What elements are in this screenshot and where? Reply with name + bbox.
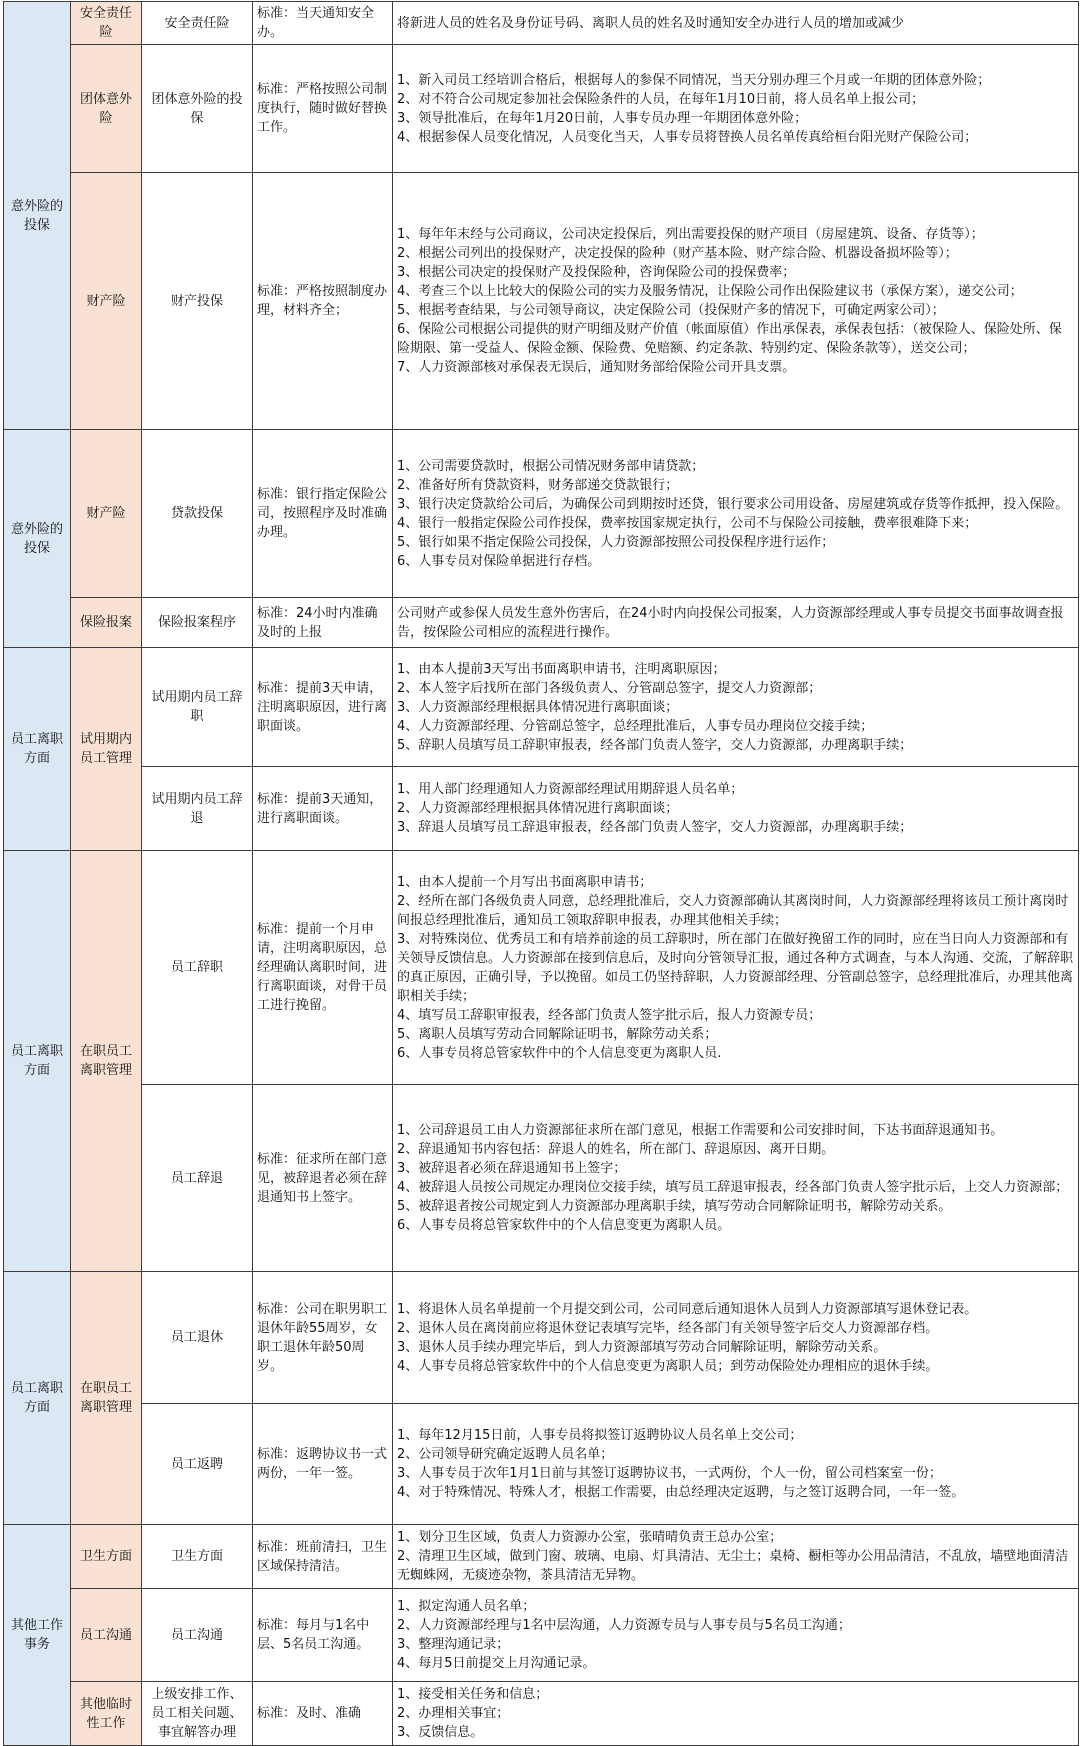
standard-cell: 标准：银行指定保险公司，按照程序及时准确办理。 bbox=[253, 430, 393, 598]
item-cell: 保险报案程序 bbox=[142, 598, 253, 648]
step-line: 1、公司辞退员工由人力资源部征求所在部门意见，根据工作需要和公司安排时间，下达书面辞退通知书。 bbox=[397, 1123, 1004, 1138]
step-line: 2、退休人员在离岗前应将退休登记表填写完毕，经各部门有关领导签字后交人力资源部存档。 bbox=[397, 1320, 939, 1336]
item-cell: 员工辞退 bbox=[142, 1085, 253, 1272]
step-line: 4、人事专员将总管家软件中的个人信息变更为离职人员；到劳动保险处办理相应的退休手续。 bbox=[397, 1358, 939, 1374]
steps-cell bbox=[393, 1525, 1079, 1589]
step-line: 3、整理沟通记录； bbox=[397, 1637, 510, 1652]
table-row bbox=[4, 173, 1079, 430]
table-row bbox=[4, 2, 1079, 45]
standard-cell: 标准：公司在职男职工退休年龄55周岁，女职工退休年龄50周岁。 bbox=[253, 1272, 393, 1404]
step-line: 1、由本人提前3天写出书面离职申请书，注明离职原因； bbox=[397, 661, 726, 677]
table-row bbox=[4, 1272, 1079, 1404]
step-line: 4、根据参保人员变化情况，人员变化当天，人事专员将替换人员名单传真给桓台阳光财产保险公司； bbox=[397, 129, 978, 145]
subcategory-cell: 员工沟通 bbox=[71, 1589, 142, 1682]
steps-cell bbox=[393, 648, 1079, 767]
item-cell: 员工沟通 bbox=[142, 1589, 253, 1682]
step-line: 6、保险公司根据公司提供的财产明细及财产价值（帐面原值）作出承保表，承保表包括：（被保险人、保险处所、保险期限、第一受益人、保险金额、保险费、免赔额、约定条款、特别约定、保险条款等），送交公司； bbox=[397, 322, 1062, 356]
category-cell-resignation: 员工离职方面 bbox=[4, 851, 71, 1272]
standard-cell: 标准：征求所在部门意见，被辞退者必须在辞退通知书上签字。 bbox=[253, 1085, 393, 1272]
step-line: 公司财产或参保人员发生意外伤害后，在24小时内向投保公司报案，人力资源部经理或人事专员提交书面事故调查报告，按保险公司相应的流程进行操作。 bbox=[397, 605, 1064, 640]
item-cell: 团体意外险的投保 bbox=[142, 45, 253, 173]
steps-cell bbox=[393, 1589, 1079, 1682]
step-line: 4、被辞退人员按公司规定办理岗位交接手续，填写员工辞退审报表，经各部门负责人签字批示后，上交人力资源部； bbox=[397, 1180, 1069, 1195]
standard-cell: 标准：每月与1名中层、5名员工沟通。 bbox=[253, 1589, 393, 1682]
step-line: 1、公司需要贷款时，根据公司情况财务部申请贷款； bbox=[397, 458, 705, 474]
table-row bbox=[4, 1085, 1079, 1272]
item-cell: 员工辞职 bbox=[142, 851, 253, 1085]
step-line: 2、辞退通知书内容包括：辞退人的姓名，所在部门、辞退原因、离开日期。 bbox=[397, 1142, 835, 1157]
step-line: 1、划分卫生区域，负责人力资源办公室，张晴晴负责王总办公室； bbox=[397, 1530, 783, 1545]
category-cell-insurance: 意外险的投保 bbox=[4, 430, 71, 648]
item-cell: 试用期内员工辞退 bbox=[142, 767, 253, 851]
step-line: 1、新入司员工经培训合格后，根据每人的参保不同情况，当天分别办理三个月或一年期的团体意外险； bbox=[397, 72, 991, 88]
step-line: 1、每年12月15日前，人事专员将拟签订返聘协议人员名单上交公司； bbox=[397, 1428, 803, 1443]
step-line: 5、根据考查结果，与公司领导商议，决定保险公司（投保财产多的情况下，可确定两家公司）； bbox=[397, 303, 945, 318]
table-row bbox=[4, 1682, 1079, 1746]
step-line: 2、经所在部门各级负责人同意，总经理批准后，交人力资源部确认其离岗时间，人力资源部经理将该员工预计离岗时间报总经理批准后，通知员工领取辞职申报表，办理其他相关手续； bbox=[397, 893, 1069, 928]
subcategory-cell: 卫生方面 bbox=[71, 1525, 142, 1589]
step-line: 5、辞职人员填写员工辞职审报表，经各部门负责人签字，交人力资源部，办理离职手续； bbox=[397, 737, 913, 753]
category-cell-insurance: 意外险的投保 bbox=[4, 2, 71, 430]
item-cell: 安全责任险 bbox=[142, 2, 253, 45]
step-line: 2、根据公司列出的投保财产，决定投保的险种（财产基本险、财产综合险、机器设备损坏险等）； bbox=[397, 246, 958, 261]
steps-cell bbox=[393, 1272, 1079, 1404]
standard-cell: 标准：返聘协议书一式两份，一年一签。 bbox=[253, 1404, 393, 1525]
steps-cell bbox=[393, 598, 1079, 648]
standard-cell: 标准：提前一个月申请，注明离职原因，总经理确认离职时间，进行离职面谈，对骨干员工进行挽留。 bbox=[253, 851, 393, 1085]
step-line: 1、每年年末经与公司商议，公司决定投保后，列出需要投保的财产项目（房屋建筑、设备、存货等）； bbox=[397, 227, 984, 242]
step-line: 6、人事专员将总管家软件中的个人信息变更为离职人员。 bbox=[397, 1218, 731, 1233]
table-row bbox=[4, 851, 1079, 1085]
item-cell: 试用期内员工辞职 bbox=[142, 648, 253, 767]
step-line: 3、银行决定贷款给公司后，为确保公司到期按时还贷，银行要求公司用设备、房屋建筑或存货等作抵押，投入保险。 bbox=[397, 496, 1069, 512]
step-line: 1、将退休人员名单提前一个月提交到公司，公司同意后通知退休人员到人力资源部填写退休登记表。 bbox=[397, 1301, 978, 1317]
subcategory-cell: 财产险 bbox=[71, 430, 142, 598]
step-line: 7、人力资源部核对承保表无误后，通知财务部给保险公司开具支票。 bbox=[397, 360, 796, 375]
hr-work-table bbox=[3, 1, 1079, 1746]
step-line: 1、用人部门经理通知人力资源部经理试用期辞退人员名单； bbox=[397, 782, 744, 797]
step-line: 6、人事专员对保险单据进行存档。 bbox=[397, 553, 601, 569]
standard-cell: 标准：提前3天通知，进行离职面谈。 bbox=[253, 767, 393, 851]
step-line: 1、由本人提前一个月写出书面离职申请书； bbox=[397, 874, 653, 890]
table-row bbox=[4, 1404, 1079, 1525]
step-line: 3、被辞退者必须在辞退通知书上签字； bbox=[397, 1161, 627, 1176]
step-line: 3、根据公司决定的投保财产及投保险种，咨询保险公司的投保费率； bbox=[397, 265, 796, 280]
step-line: 2、人力资源部经理根据具体情况进行离职面谈； bbox=[397, 801, 679, 816]
item-cell: 员工退休 bbox=[142, 1272, 253, 1404]
steps-cell bbox=[393, 1682, 1079, 1746]
step-line: 3、人事专员于次年1月1日前与其签订返聘协议书，一式两份，个人一份，留公司档案室一份； bbox=[397, 1466, 942, 1481]
step-line: 6、人事专员将总管家软件中的个人信息变更为离职人员. bbox=[397, 1045, 722, 1061]
step-line: 3、辞退人员填写员工辞退审报表，经各部门负责人签字，交人力资源部，办理离职手续； bbox=[397, 820, 913, 835]
step-line: 3、人力资源部经理根据具体情况进行离职面谈； bbox=[397, 699, 679, 715]
item-cell: 上级安排工作、员工相关问题、事宜解答办理 bbox=[142, 1682, 253, 1746]
table-row bbox=[4, 45, 1079, 173]
steps-cell bbox=[393, 45, 1079, 173]
standard-cell: 标准：严格按照制度办理，材料齐全； bbox=[253, 173, 393, 430]
standard-cell: 标准：当天通知安全办。 bbox=[253, 2, 393, 45]
step-line: 5、被辞退者按公司规定到人力资源部办理离职手续，填写劳动合同解除证明书，解除劳动关系。 bbox=[397, 1199, 952, 1214]
step-line: 2、本人签字后找所在部门各级负责人、分管副总签字，提交人力资源部； bbox=[397, 680, 822, 696]
subcategory-cell: 试用期内员工管理 bbox=[71, 648, 142, 851]
steps-cell bbox=[393, 851, 1079, 1085]
step-line: 5、离职人员填写劳动合同解除证明书，解除劳动关系； bbox=[397, 1026, 718, 1042]
steps-cell bbox=[393, 430, 1079, 598]
step-line: 3、反馈信息。 bbox=[397, 1725, 484, 1740]
step-line: 4、考查三个以上比较大的保险公司的实力及服务情况，让保险公司作出保险建议书（承保方案），递交公司； bbox=[397, 284, 1023, 299]
step-line: 4、银行一般指定保险公司作投保，费率按国家规定执行，公司不与保险公司接触，费率很难降下来； bbox=[397, 515, 978, 531]
item-cell: 卫生方面 bbox=[142, 1525, 253, 1589]
steps-cell bbox=[393, 2, 1079, 45]
step-line: 5、银行如果不指定保险公司投保，人力资源部按照公司投保程序进行运作； bbox=[397, 534, 835, 550]
step-line: 4、每月5日前提交上月沟通记录。 bbox=[397, 1656, 596, 1671]
steps-cell bbox=[393, 1404, 1079, 1525]
step-line: 1、接受相关任务和信息； bbox=[397, 1687, 549, 1702]
table-row bbox=[4, 1589, 1079, 1682]
category-cell-other: 其他工作事务 bbox=[4, 1525, 71, 1746]
step-line: 3、退休人员手续办理完毕后，到人力资源部填写劳动合同解除证明，解除劳动关系。 bbox=[397, 1339, 887, 1355]
steps-cell bbox=[393, 1085, 1079, 1272]
standard-cell: 标准：班前清扫，卫生区域保持清洁。 bbox=[253, 1525, 393, 1589]
category-cell-resignation: 员工离职方面 bbox=[4, 1272, 71, 1525]
standard-cell: 标准：严格按照公司制度执行，随时做好替换工作。 bbox=[253, 45, 393, 173]
subcategory-cell: 保险报案 bbox=[71, 598, 142, 648]
subcategory-cell: 其他临时性工作 bbox=[71, 1682, 142, 1746]
standard-cell: 标准：提前3天申请，注明离职原因，进行离职面谈。 bbox=[253, 648, 393, 767]
subcategory-cell: 在职员工离职管理 bbox=[71, 851, 142, 1272]
subcategory-cell: 在职员工离职管理 bbox=[71, 1272, 142, 1525]
item-cell: 贷款投保 bbox=[142, 430, 253, 598]
table-row bbox=[4, 598, 1079, 648]
subcategory-cell: 团体意外险 bbox=[71, 45, 142, 173]
standard-cell: 标准：及时、准确 bbox=[253, 1682, 393, 1746]
step-line: 4、人力资源部经理、分管副总签字，总经理批准后，人事专员办理岗位交接手续； bbox=[397, 718, 874, 734]
step-line: 2、清理卫生区域，做到门窗、玻璃、电扇、灯具清洁、无尘土；桌椅、橱柜等办公用品清洁，不乱放，墙壁地面清洁无蜘蛛网，无痰迹杂物，茶具清洁无异物。 bbox=[397, 1549, 1069, 1583]
item-cell: 员工返聘 bbox=[142, 1404, 253, 1525]
step-line: 2、人力资源部经理与1名中层沟通，人力资源专员与人事专员与5名员工沟通； bbox=[397, 1618, 851, 1633]
step-line: 将新进人员的姓名及身份证号码、离职人员的姓名及时通知安全办进行人员的增加或减少 bbox=[397, 15, 905, 31]
step-line: 2、公司领导研究确定返聘人员名单； bbox=[397, 1447, 614, 1462]
step-line: 2、办理相关事宜； bbox=[397, 1706, 510, 1721]
step-line: 1、拟定沟通人员名单； bbox=[397, 1599, 536, 1614]
step-line: 3、对特殊岗位、优秀员工和有培养前途的员工辞职时，所在部门在做好挽留工作的同时，应在当日向人力资源部和有关领导反馈信息。人力资源部在接到信息后，及时向分管领导汇报，通过各种方式调查，与本人沟通、交流，了解辞职的真正原因，正确引导，予以挽留。如员工仍坚持辞职，人力资源部经理、分管副总签字，总经理批准后，办理其他离职相关手续； bbox=[397, 931, 1074, 1004]
table-row bbox=[4, 430, 1079, 598]
step-line: 4、对于特殊情况、特殊人才，根据工作需要，由总经理决定返聘，与之签订返聘合同，一年一签。 bbox=[397, 1485, 965, 1500]
item-cell: 财产投保 bbox=[142, 173, 253, 430]
step-line: 3、领导批准后，在每年1月20日前，人事专员办理一年期团体意外险； bbox=[397, 110, 808, 126]
subcategory-cell: 财产险 bbox=[71, 173, 142, 430]
steps-cell bbox=[393, 173, 1079, 430]
step-line: 2、准备好所有贷款资料，财务部递交贷款银行； bbox=[397, 477, 679, 493]
subcategory-cell: 安全责任险 bbox=[71, 2, 142, 45]
category-cell-resignation: 员工离职方面 bbox=[4, 648, 71, 851]
step-line: 2、对不符合公司规定参加社会保险条件的人员，在每年1月10日前，将人员名单上报公司； bbox=[397, 91, 925, 107]
table-row bbox=[4, 767, 1079, 851]
table-row bbox=[4, 648, 1079, 767]
standard-cell: 标准：24小时内准确及时的上报 bbox=[253, 598, 393, 648]
table-row bbox=[4, 1525, 1079, 1589]
steps-cell bbox=[393, 767, 1079, 851]
step-line: 4、填写员工辞职审报表，经各部门负责人签字批示后，报人力资源专员； bbox=[397, 1007, 822, 1023]
